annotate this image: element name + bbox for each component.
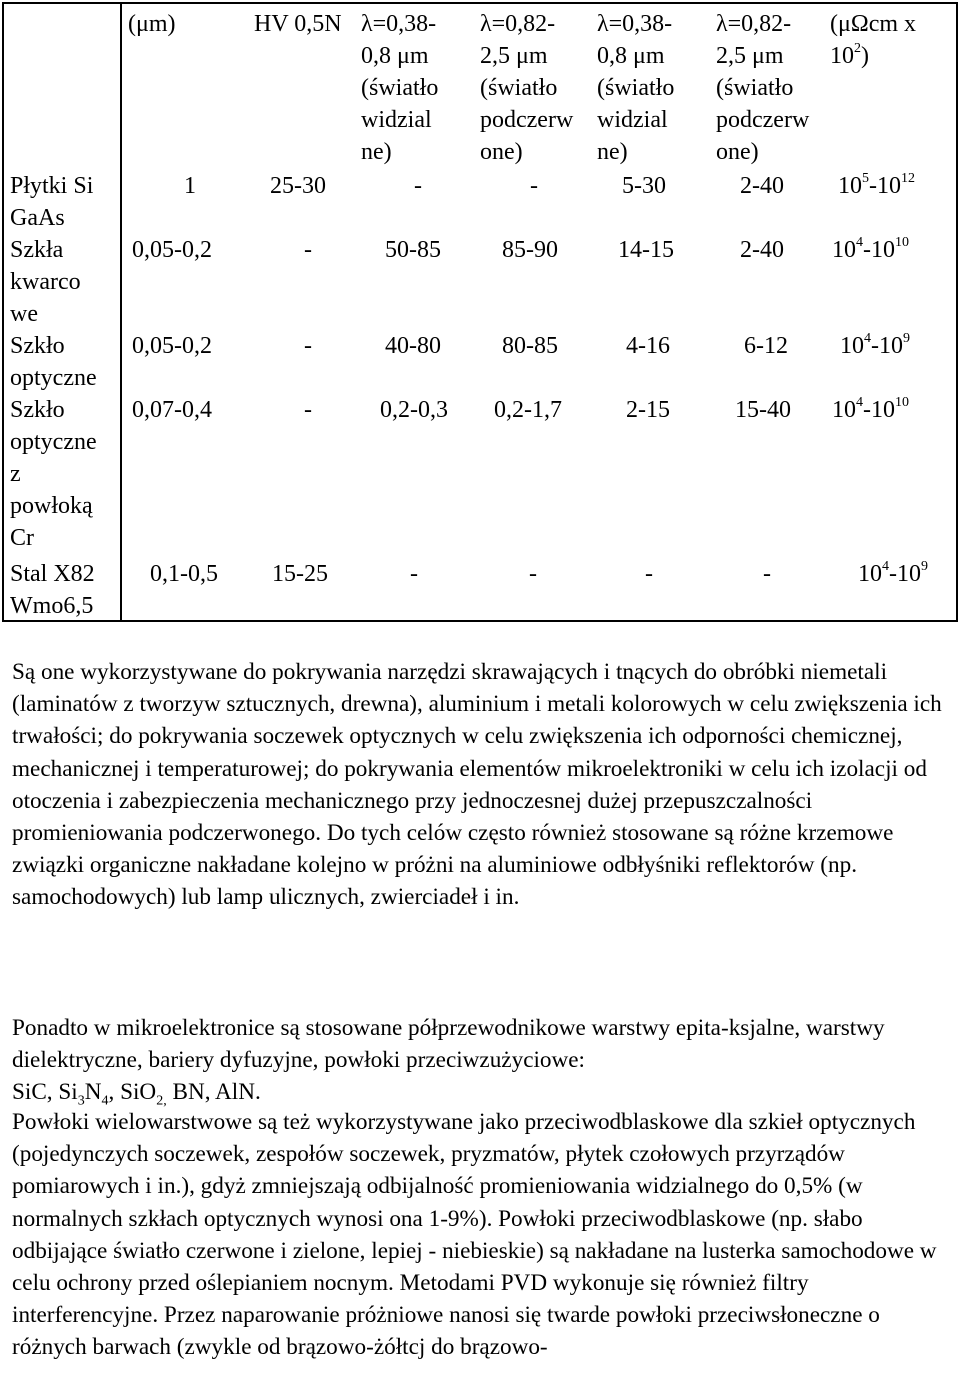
table-cell: 4-16: [626, 333, 670, 359]
table-cell: 25-30: [270, 173, 326, 199]
table-divider: [120, 4, 122, 620]
table-cell: 80-85: [502, 333, 558, 359]
header-infrared-1: λ=0,82- 2,5 μm (światło podczerw one): [480, 11, 574, 165]
table-cell: -: [410, 561, 418, 587]
table-cell: 0,05-0,2: [132, 333, 212, 359]
header-resistivity: (μΩcm x $10^2$): [830, 11, 917, 69]
paragraph-multilayer-coatings: Powłoki wielowarstwowe są też wykorzystywane jako przeciwodblaskowe dla szkieł optycznych (pojedynczych soczewek, zespołów soczewek, pryzmatów, płytek czołowych przyrządów pomiarowych i in.), gdyż zmniejszają odbijalność promieniowania widzialnego do 0,5% (w normalnych szkłach optycznych wynosi ona 1-9%). Powłoki przeciwodblaskowe (np. słabo odbijające światło czerwone i zielone, lepiej - niebieskie) są nakładane na lusterka samochodowe w celu ochrony przed oślepianiem nocnym. Metodami PVD wykonuje się również filtry interferencyjne. Przez naparowanie próżniowe nanosi się twarde powłoki przeciwsłoneczne o różnych barwach (zwykle od brązowo-żółtcj do brązowo-: [12, 1109, 937, 1361]
table-cell: -: [645, 561, 653, 587]
header-unit-um: (μm): [128, 11, 176, 37]
table-cell: 14-15: [618, 237, 674, 263]
row-label: Szkło optyczne z powłoką Cr: [10, 397, 97, 551]
table-cell: 85-90: [502, 237, 558, 263]
table-cell: 0,1-0,5: [150, 561, 218, 587]
row-label: Płytki Si GaAs: [10, 173, 94, 231]
resistivity-value: $10^4-10^9$: [858, 559, 928, 587]
table-cell: -: [304, 333, 312, 359]
properties-table: [2, 2, 958, 622]
table-cell: 6-12: [744, 333, 788, 359]
table-cell: 40-80: [385, 333, 441, 359]
table-cell: -: [530, 173, 538, 199]
paragraph-applications: Są one wykorzystywane do pokrywania narzędzi skrawających i tnących do obróbki niemetali (laminatów z tworzyw sztucznych, drewna), aluminium i metali kolorowych w celu zwiększenia ich trwałości; do pokrywania soczewek optycznych w celu zwiększenia ich odporności chemicznej, mechanicznej i temperaturowej; do pokrywania elementów mikroelektroniki w celu ich izolacji od otoczenia i zabezpieczenia mechanicznego przy jednoczesnej dużej przepuszczalności promieniowania podczerwonego. Do tych celów często również stosowane są różne krzemowe związki organiczne nakładane kolejno w próżni na aluminiowe odbłyśniki reflektorów (np. samochodowych) lub lamp ulicznych, zwierciadeł i in.: [12, 659, 942, 911]
table-cell: 50-85: [385, 237, 441, 263]
table-cell: -: [414, 173, 422, 199]
row-label: Szkło optyczne: [10, 333, 97, 391]
table-cell: 2-40: [740, 173, 784, 199]
row-label: Szkła kwarco we: [10, 237, 81, 327]
resistivity-value: $10^5-10^{12}$: [838, 171, 915, 199]
table-cell: 0,2-1,7: [494, 397, 562, 423]
resistivity-value: $10^4-10^{10}$: [832, 235, 909, 263]
resistivity-value: $10^4-10^{10}$: [832, 395, 909, 423]
table-cell: 0,2-0,3: [380, 397, 448, 423]
table-cell: 2-40: [740, 237, 784, 263]
header-infrared-2: λ=0,82- 2,5 μm (światło podczerw one): [716, 11, 810, 165]
table-cell: 2-15: [626, 397, 670, 423]
header-visible-2: λ=0,38- 0,8 μm (światło widzial ne): [597, 11, 675, 165]
table-cell: -: [304, 397, 312, 423]
table-cell: 15-25: [272, 561, 328, 587]
resistivity-value: $10^4-10^9$: [840, 331, 910, 359]
table-cell: -: [304, 237, 312, 263]
paragraph-microelectronics: Ponadto w mikroelektronice są stosowane półprzewodnikowe warstwy epita-ksjalne, warstwy dielektryczne, bariery dyfuzyjne, powłoki przeciwzużyciowe: SiC, $Si_3N_4$, SiO$_{2,}$ BN, AlN.: [12, 1015, 885, 1110]
table-cell: 0,05-0,2: [132, 237, 212, 263]
table-cell: -: [763, 561, 771, 587]
table-cell: 15-40: [735, 397, 791, 423]
table-cell: 5-30: [622, 173, 666, 199]
row-label: Stal X82 Wmo6,5: [10, 561, 95, 619]
table-cell: -: [529, 561, 537, 587]
table-cell: 1: [184, 173, 196, 199]
header-hardness: HV 0,5N: [254, 11, 342, 37]
table-cell: 0,07-0,4: [132, 397, 212, 423]
header-visible-1: λ=0,38- 0,8 μm (światło widzial ne): [361, 11, 439, 165]
